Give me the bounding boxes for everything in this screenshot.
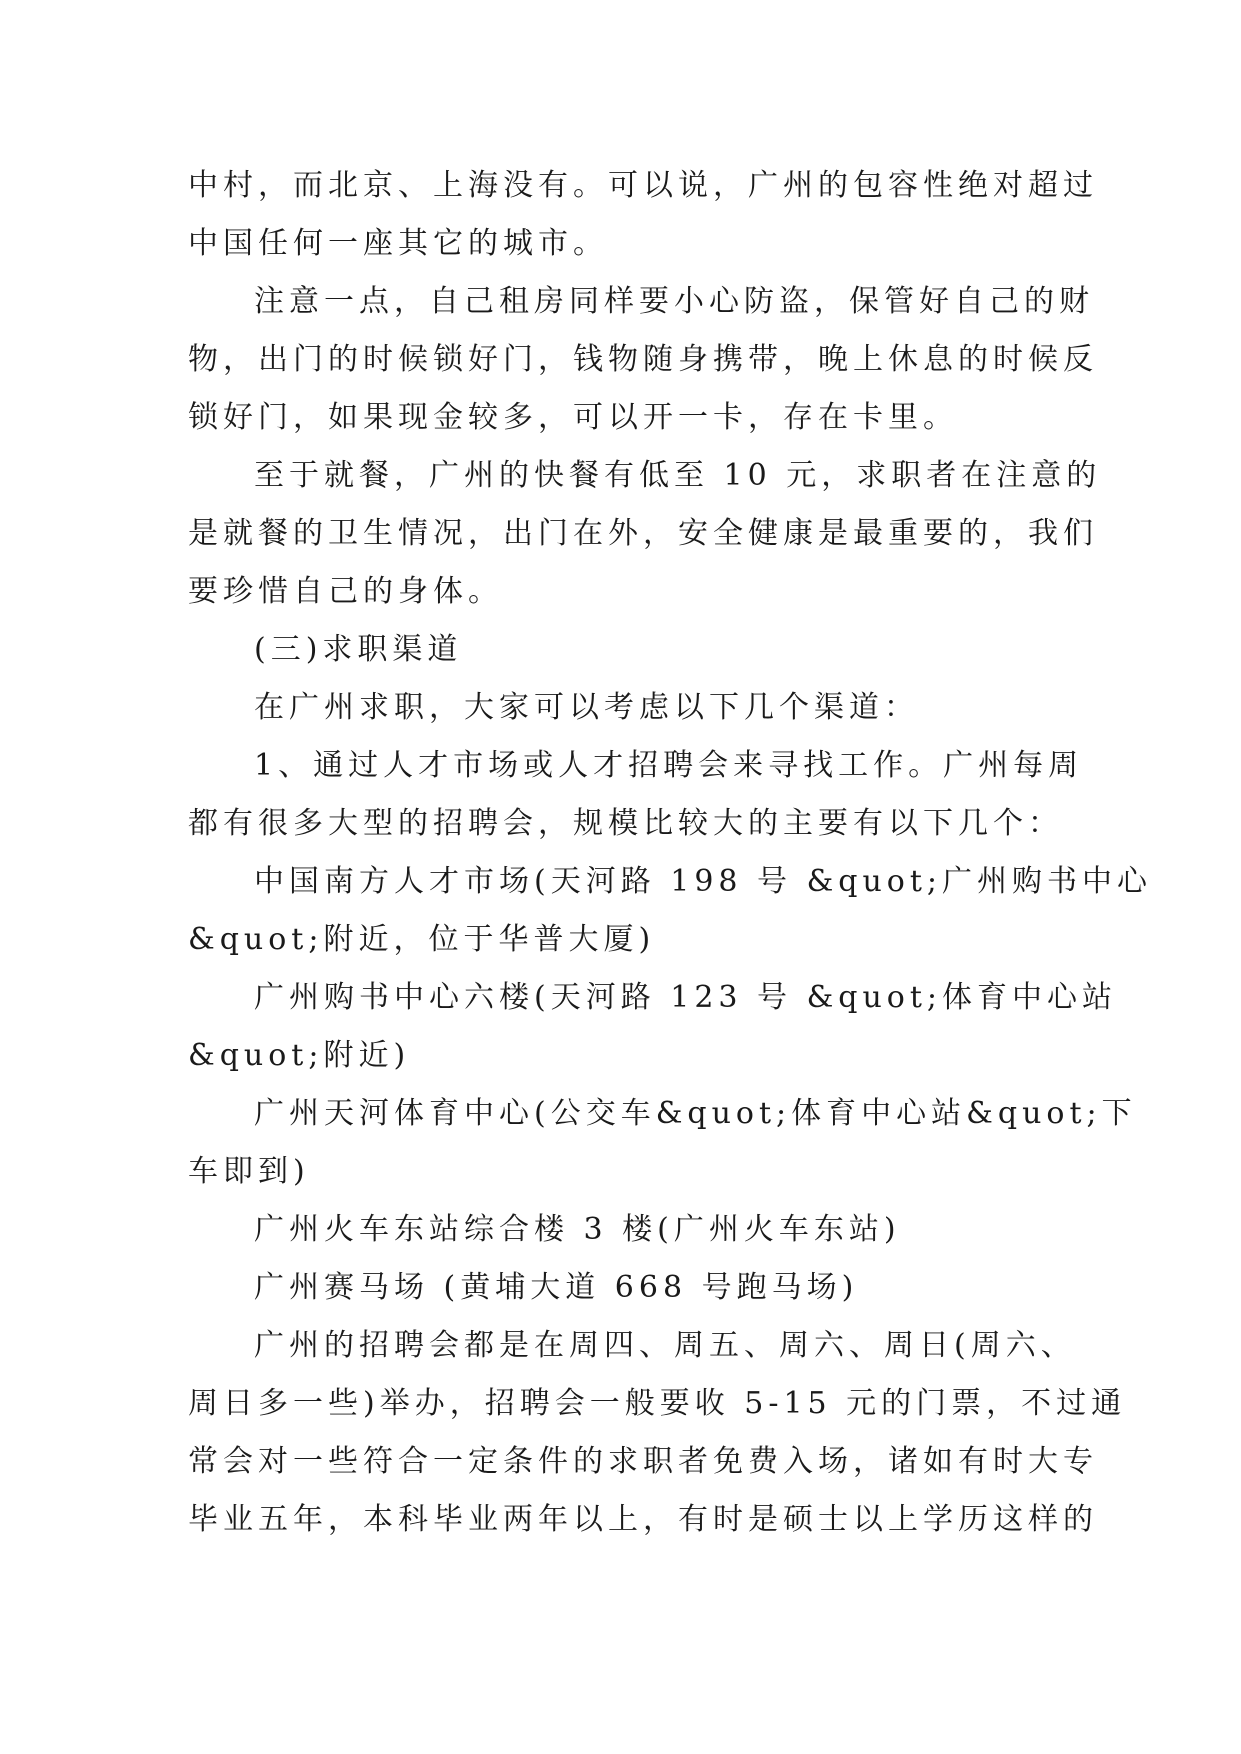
text-line: 都有很多大型的招聘会，规模比较大的主要有以下几个： <box>188 806 1063 841</box>
text-line: 中国任何一座其它的城市。 <box>188 226 608 261</box>
text-line: 广州的招聘会都是在周四、周五、周六、周日(周六、 <box>254 1328 1076 1363</box>
text-line: 1、通过人才市场或人才招聘会来寻找工作。广州每周 <box>254 748 1084 783</box>
text-line: 注意一点，自己租房同样要小心防盗，保管好自己的财 <box>254 284 1094 319</box>
text-line: 毕业五年，本科毕业两年以上，有时是硕士以上学历这样的 <box>188 1502 1098 1537</box>
text-line: 要珍惜自己的身体。 <box>188 574 503 609</box>
text-line: 广州赛马场 (黄埔大道 668 号跑马场) <box>254 1270 859 1305</box>
text-line: 周日多一些)举办，招聘会一般要收 5-15 元的门票，不过通 <box>188 1386 1127 1421</box>
text-line: 至于就餐，广州的快餐有低至 10 元，求职者在注意的 <box>254 458 1102 493</box>
text-line: 广州火车东站综合楼 3 楼(广州火车东站) <box>254 1212 901 1247</box>
text-line: 在广州求职，大家可以考虑以下几个渠道： <box>254 690 919 725</box>
text-line: 锁好门，如果现金较多，可以开一卡，存在卡里。 <box>188 400 958 435</box>
text-line: 车即到) <box>188 1154 310 1189</box>
text-line: 物，出门的时候锁好门，钱物随身携带，晚上休息的时候反 <box>188 342 1098 377</box>
document-body <box>188 157 1153 1549</box>
text-line: 广州天河体育中心(公交车&quot;体育中心站&quot;下 <box>254 1096 1137 1131</box>
text-line: 是就餐的卫生情况，出门在外，安全健康是最重要的，我们 <box>188 516 1098 551</box>
text-line: &quot;附近，位于华普大厦) <box>188 922 656 957</box>
text-line: 常会对一些符合一定条件的求职者免费入场，诸如有时大专 <box>188 1444 1098 1479</box>
text-line: 中村，而北京、上海没有。可以说，广州的包容性绝对超过 <box>188 168 1098 203</box>
text-line: &quot;附近) <box>188 1038 411 1073</box>
text-line: 广州购书中心六楼(天河路 123 号 &quot;体育中心站 <box>254 980 1118 1015</box>
section-heading: (三)求职渠道 <box>254 632 463 667</box>
text-line: 中国南方人才市场(天河路 198 号 &quot;广州购书中心 <box>254 864 1153 899</box>
